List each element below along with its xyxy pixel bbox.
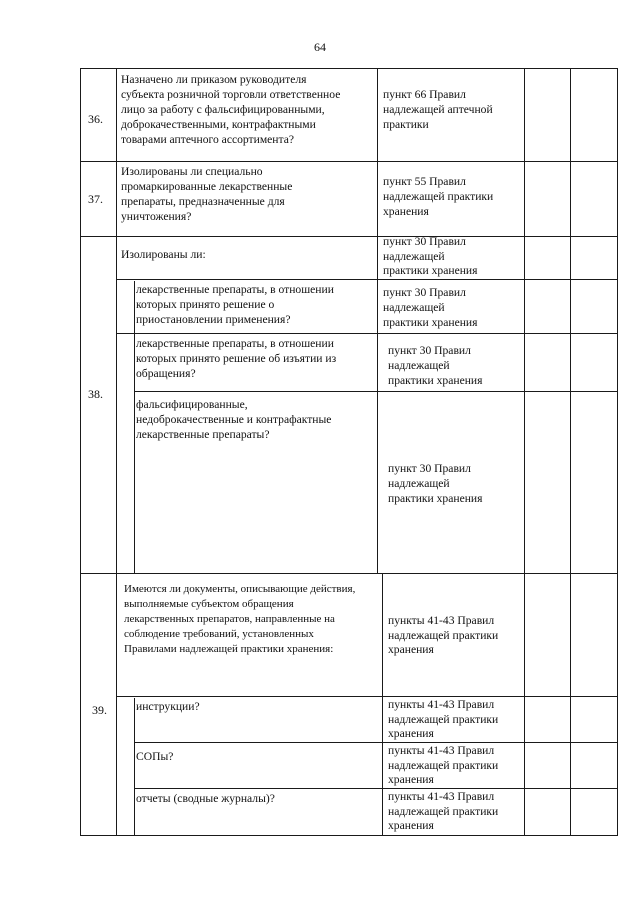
question-text: Изолированы ли:: [121, 248, 206, 261]
row-number: 36.: [88, 112, 103, 126]
col-number-divider: [116, 68, 117, 836]
subitem-reference-text: пункт 30 Правил надлежащей практики хранения: [383, 286, 478, 329]
question-text: Имеются ли документы, описывающие действия, выполняемые субъектом обращения лекарственных препаратов, направленные на соблюдение требований, установленных Правилами надлежащей практики хранения:: [124, 583, 356, 655]
subitem-reference-text: пункты 41-43 Правил надлежащей практики хранения: [388, 698, 499, 740]
subrow-divider-39-1: [116, 696, 618, 697]
subitem-question-text: инструкции?: [136, 700, 200, 713]
col-reference-divider-a: [377, 68, 378, 573]
row-number: 37.: [88, 192, 103, 206]
subrow-divider-39-3: [134, 788, 618, 789]
col-reference-divider-b: [382, 573, 383, 836]
table-border-left: [80, 68, 81, 836]
subrow-divider-39-2: [134, 742, 618, 743]
col-extra-divider-2: [570, 68, 571, 836]
reference-text: пункты 41-43 Правил надлежащей практики хранения: [388, 614, 499, 656]
subitem-reference-text: пункт 30 Правил надлежащей практики хранения: [388, 462, 483, 505]
subitem-question-text: фальсифицированные, недоброкачественные и контрафактные лекарственные препараты?: [136, 398, 332, 441]
subitem-question-text: СОПы?: [136, 750, 174, 763]
table-border-right: [617, 68, 618, 836]
question-text: Назначено ли приказом руководителя субъекта розничной торговли ответственное лицо за работу с фальсифицированными, доброкачественными, контрафактными товарами аптечного ассортимента?: [121, 73, 341, 146]
subitem-divider-39: [134, 698, 135, 836]
subitem-reference-text: пункты 41-43 Правил надлежащей практики хранения: [388, 790, 499, 832]
subitem-question-text: отчеты (сводные журналы)?: [136, 792, 275, 805]
subitem-reference-text: пункт 30 Правил надлежащей практики хранения: [388, 344, 483, 387]
row-number: 38.: [88, 387, 103, 401]
row-divider-36-37: [80, 161, 618, 162]
subitem-question-text: лекарственные препараты, в отношении которых принято решение о приостановлении применения?: [136, 283, 334, 326]
question-text: Изолированы ли специально промаркированные лекарственные препараты, предназначенные для уничтожения?: [121, 165, 293, 223]
reference-text: пункт 66 Правил надлежащей аптечной практики: [383, 88, 493, 131]
subitem-question-text: лекарственные препараты, в отношении которых принято решение об изъятии из обращения?: [136, 337, 337, 380]
reference-text: пункт 30 Правил надлежащей практики хранения: [383, 235, 478, 277]
subrow-divider-38-1: [116, 279, 618, 280]
subrow-divider-38-2: [116, 333, 618, 334]
subitem-reference-text: пункты 41-43 Правил надлежащей практики хранения: [388, 744, 499, 786]
table-border-bottom: [80, 835, 618, 836]
table-border-top: [80, 68, 618, 69]
reference-text: пункт 55 Правил надлежащей практики хранения: [383, 175, 494, 218]
col-extra-divider-1: [524, 68, 525, 836]
row-divider-38-39: [80, 573, 618, 574]
page-number: 64: [314, 40, 326, 54]
subrow-divider-38-3: [134, 391, 618, 392]
subitem-divider-38: [134, 281, 135, 573]
row-number: 39.: [92, 703, 107, 717]
row-divider-37-38: [80, 236, 618, 237]
